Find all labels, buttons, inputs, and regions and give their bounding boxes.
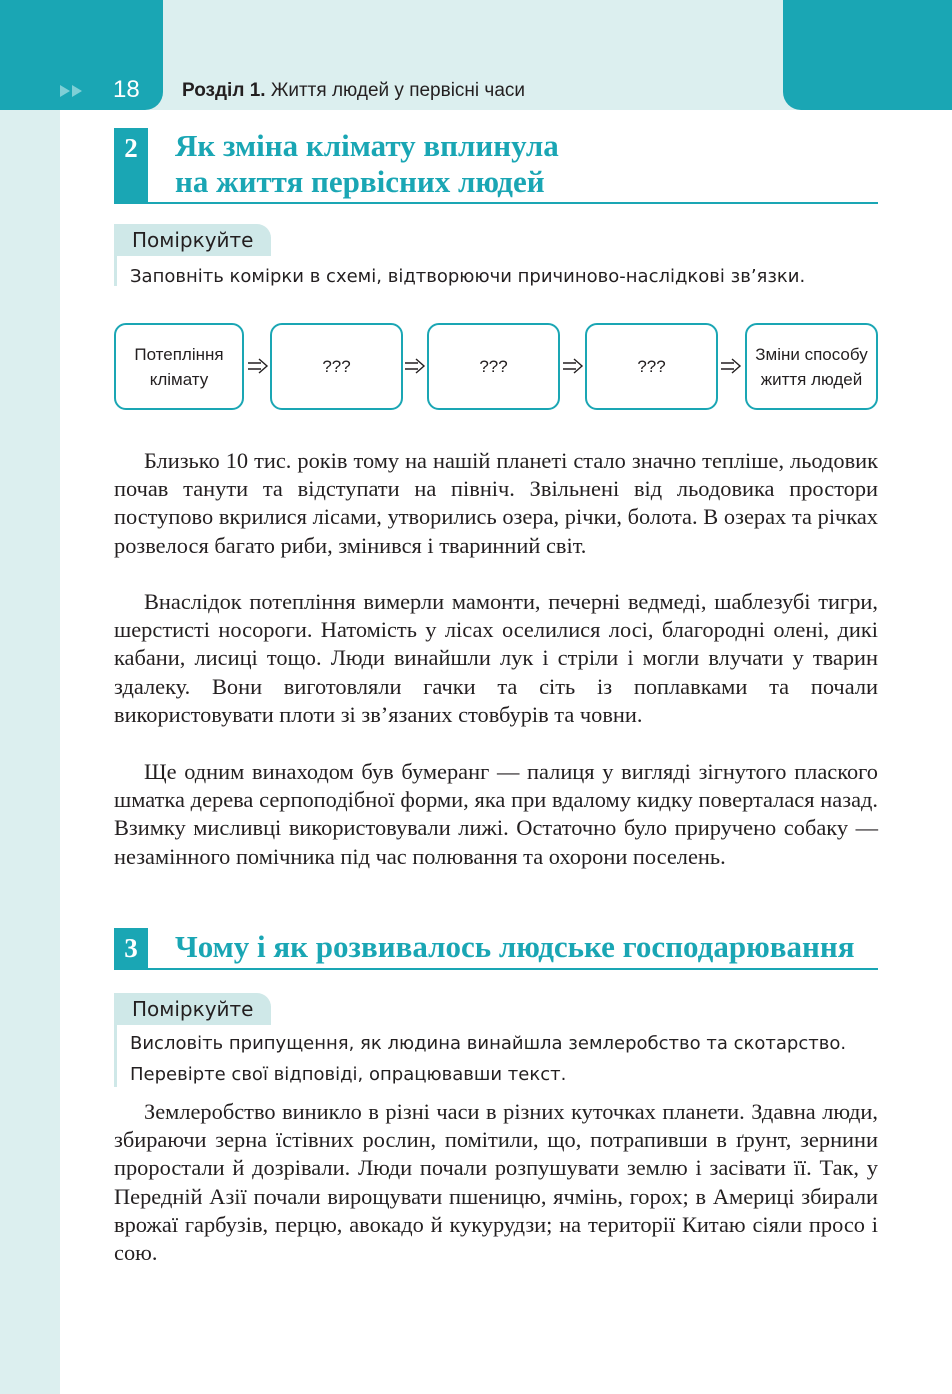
flow-text: ??? xyxy=(637,357,666,376)
body-paragraph: Землеробство виникло в різні часи в різних куточках планети. Здавна люди, збираючи зерна їстівних рослин, помітили, що, потрапивши в ґрунт, зернини проростали й дозрівали. Люди почали розпушувати землю і засівати її. Так, у Передній Азії почали вирощувати пшеницю, ячмінь, горох; в Америці збирали врожаї гарбузів, перцю, авокадо й кукурудзи; на території Китаю сіяли просо і сою. xyxy=(114,1099,878,1266)
section-number-badge xyxy=(114,928,148,970)
heading-line: на життя первісних людей xyxy=(175,164,545,199)
heading-line: Чому і як розвивалось людське господарювання xyxy=(175,929,855,964)
section-label: Розділ 1. xyxy=(182,80,266,101)
left-margin-band xyxy=(0,110,60,1394)
section-number: 3 xyxy=(124,933,138,963)
running-head xyxy=(182,80,525,102)
think-text: Заповніть комірки в схемі, відтворюючи причиново-наслідкові зв’язки. xyxy=(130,266,806,287)
think-text xyxy=(130,1028,846,1090)
double-arrow-icon xyxy=(60,84,84,98)
think-line: Висловіть припущення, як людина винайшла землеробство та скотарство. xyxy=(130,1033,847,1054)
section-title: Життя людей у первісні часи xyxy=(270,80,526,101)
flow-box-blank[interactable] xyxy=(270,323,403,410)
body-paragraph: Внаслідок потепління вимерли мамонти, печерні ведмеді, шаблезубі тигри, шерстисті носороги. Натомість у лісах оселилися лосі, благородні олені, дикі кабани, лисиці тощо. Люди винайшли лук і стріли і могли влучати у тварин здалеку. Вони виготовляли гачки та сіть із поплавками та почали використовувати плоти зі зв’язаних стовбурів та човни. xyxy=(114,589,878,727)
flow-box-cause xyxy=(114,323,244,410)
think-line: Перевірте свої відповіді, опрацювавши текст. xyxy=(130,1064,567,1085)
section-heading xyxy=(175,128,559,200)
think-bar xyxy=(114,1025,117,1087)
body-paragraph: Ще одним винаходом був бумеранг — палиця у вигляді зігнутого плаского шматка дерева серпоподібної форми, яка при вдалому кидку поверталася назад. Взимку мисливці використовували лижі. Остаточно було приручено собаку — незамінного помічника під час полювання та охорони поселень. xyxy=(114,759,878,869)
flow-box-blank[interactable] xyxy=(427,323,560,410)
think-bar xyxy=(114,256,117,286)
flow-box-effect xyxy=(745,323,878,410)
section-heading xyxy=(175,929,855,965)
arrow-right-icon xyxy=(562,358,584,374)
flow-text: клімату xyxy=(149,369,209,389)
flow-text: життя людей xyxy=(760,369,863,389)
page-number: 18 xyxy=(113,76,140,103)
flow-text: Потепління xyxy=(134,344,224,364)
flow-text: Зміни способу xyxy=(755,344,868,364)
flow-box-blank[interactable] xyxy=(585,323,718,410)
section-number-badge xyxy=(114,128,148,204)
body-paragraph: Близько 10 тис. років тому на нашій планеті стало значно тепліше, льодовик почав танути та відступати на північ. Звільнені від льодовика простори поступово вкрилися лісами, утворились озера, річки, болота. В озерах та річках розвелося багато риби, змінився і тваринний світ. xyxy=(114,448,878,558)
think-label: Поміркуйте xyxy=(114,224,271,256)
header-corner-tab xyxy=(783,0,952,110)
flow-text: ??? xyxy=(322,357,351,376)
heading-line: Як зміна клімату вплинула xyxy=(175,128,559,163)
arrow-right-icon xyxy=(247,358,269,374)
think-label: Поміркуйте xyxy=(114,993,271,1025)
section-number: 2 xyxy=(124,133,138,163)
heading-rule xyxy=(148,968,878,970)
arrow-right-icon xyxy=(720,358,742,374)
arrow-right-icon xyxy=(404,358,426,374)
heading-rule xyxy=(148,202,878,204)
flow-text: ??? xyxy=(479,357,508,376)
